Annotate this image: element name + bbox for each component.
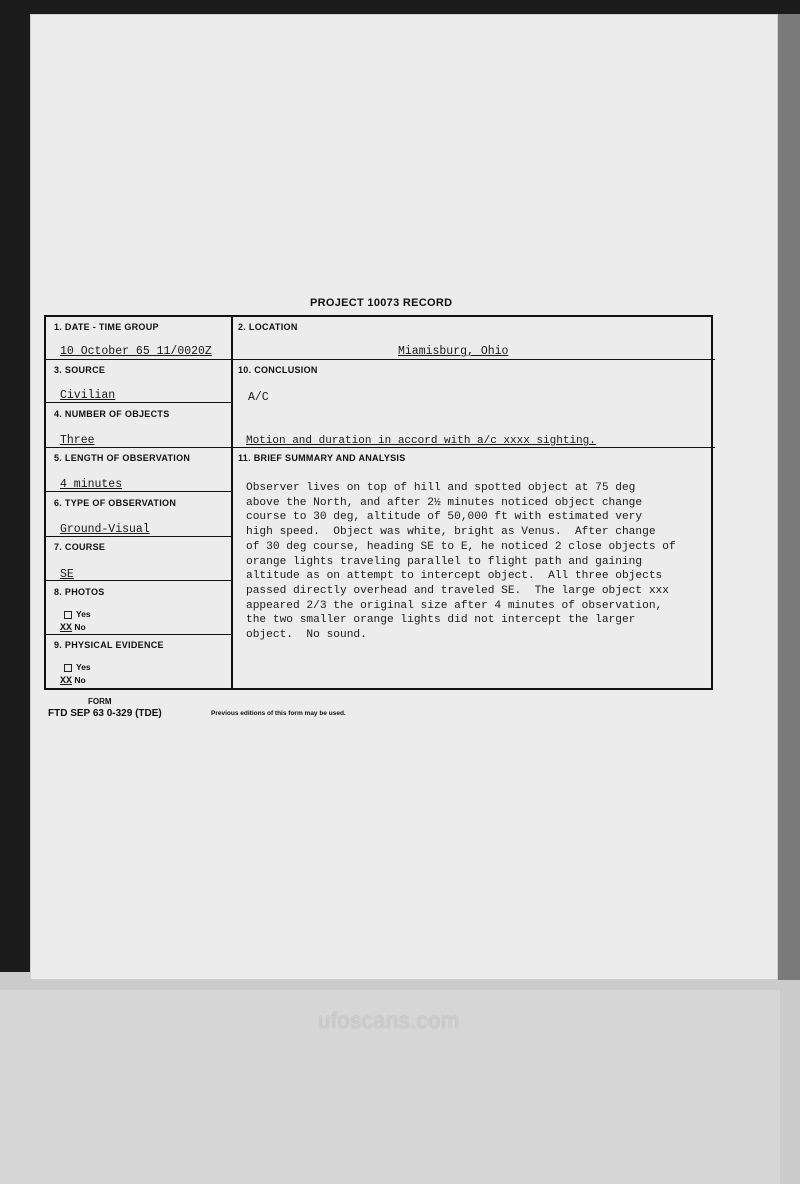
evidence-no-mark: XX [60,676,73,687]
course-value: SE [60,568,74,581]
course-label: 7. COURSE [54,542,106,552]
objects-label: 4. NUMBER OF OBJECTS [54,409,170,419]
summary-line: Observer lives on top of hill and spotted object at 75 deg [246,482,636,494]
type-label: 6. TYPE OF OBSERVATION [54,498,177,508]
location-label: 2. LOCATION [238,322,298,332]
date-value: 10 October 65 11/0020Z [60,345,212,358]
summary-line: course to 30 deg, altitude of 50,000 ft with estimated very [246,511,643,524]
row-divider [46,634,231,635]
row-divider [46,447,715,448]
source-value: Civilian [60,389,116,402]
photos-no-mark: XX [60,623,73,634]
footer-note: Previous editions of this form may be used. [211,710,346,717]
conclusion-note: Motion and duration in accord with a/c xxxx sighting. [246,435,596,447]
record-form [44,315,713,690]
row-divider [46,536,231,537]
summary-line: orange lights traveling parallel to flight path and gaining [246,555,643,568]
row-divider [46,359,715,360]
photos-no-option: XX No [60,622,86,634]
summary-text [246,481,726,643]
footer-form-id: FTD SEP 63 0-329 (TDE) [48,708,162,719]
summary-line: high speed. Object was white, bright as Venus. After change [246,526,656,539]
summary-line: above the North, and after 2½ minutes noticed object change [246,496,643,509]
photos-yes-option: Yes [64,609,91,619]
length-value: 4 minutes [60,478,123,491]
watermark: ufoscans.com [318,1008,460,1033]
location-value: Miamisburg, Ohio [398,345,509,358]
summary-line: altitude as on attempt to intercept object. All three objects [246,570,663,583]
evidence-label: 9. PHYSICAL EVIDENCE [54,640,164,650]
conclusion-value: A/C [248,391,269,404]
evidence-yes-option: Yes [64,662,91,672]
summary-label: 11. BRIEF SUMMARY AND ANALYSIS [238,453,406,463]
length-label: 5. LENGTH OF OBSERVATION [54,453,191,463]
summary-line: object. No sound. [246,629,367,642]
summary-line: of 30 deg course, heading SE to E, he noticed 2 close objects of [246,540,676,553]
date-label: 1. DATE - TIME GROUP [54,322,159,332]
source-label: 3. SOURCE [54,365,106,375]
record-title: PROJECT 10073 RECORD [310,297,453,309]
summary-line: the two smaller orange lights did not intercept the larger [246,614,636,627]
checkbox-icon [64,664,72,672]
evidence-no-option: XX No [60,675,86,687]
footer-form-word: FORM [88,697,112,706]
column-divider [231,317,233,688]
photos-label: 8. PHOTOS [54,587,105,597]
row-divider [46,491,231,492]
summary-line: passed directly overhead and traveled SE. The large object xxx [246,584,669,597]
row-divider [46,402,231,403]
type-value: Ground-Visual [60,523,150,536]
page-edge-shadow [778,14,800,980]
checkbox-icon [64,611,72,619]
objects-value: Three [60,434,95,447]
summary-line: appeared 2/3 the original size after 4 minutes of observation, [246,599,663,612]
conclusion-label: 10. CONCLUSION [238,365,318,375]
